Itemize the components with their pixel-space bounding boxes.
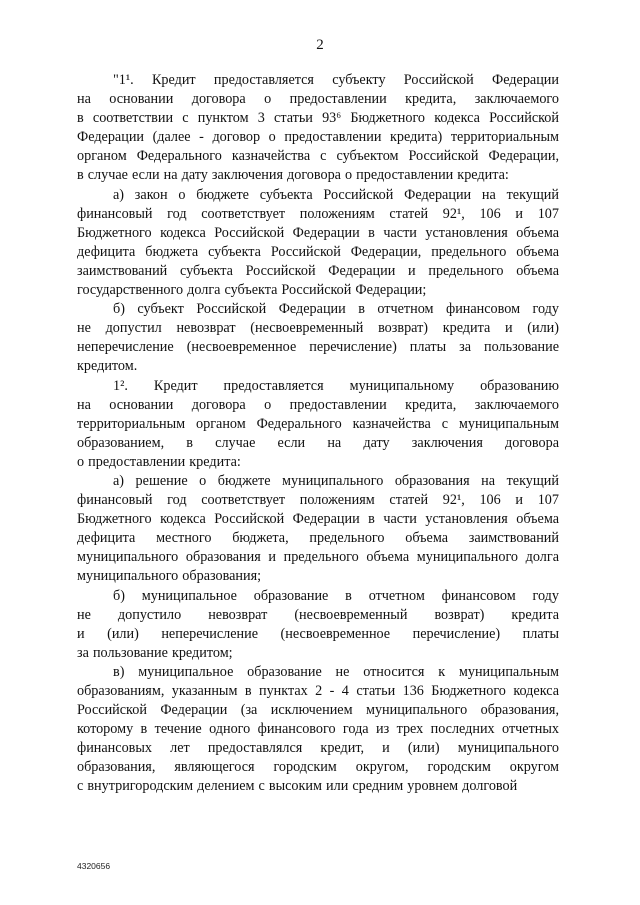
text-line: государственного долга субъекта Российской Федерации; xyxy=(77,282,427,299)
text-line: муниципального образования; xyxy=(77,568,262,585)
text-line: Бюджетного кодекса Российской Федерации в части установления объема xyxy=(77,511,559,528)
text-line: и (или) неперечисление (несвоевременное перечисление) платы xyxy=(77,625,559,642)
text-line: б) субъект Российской Федерации в отчетном финансовом году xyxy=(113,301,559,318)
paragraph-p4 xyxy=(77,377,559,472)
text-line: за пользование кредитом; xyxy=(77,644,233,661)
text-line: не допустило невозврат (несвоевременный возврат) кредита xyxy=(77,606,559,623)
text-line: которому в течение одного финансового года из трех последних отчетных xyxy=(77,721,559,738)
document-body xyxy=(77,71,559,797)
text-line: в соответствии с пунктом 3 статьи 93⁶ Бюджетного кодекса Российской xyxy=(77,110,559,127)
text-line: финансовый год соответствует положениям статей 92¹, 106 и 107 xyxy=(77,205,559,222)
text-line: заимствований субъекта Российской Федерации и предельного объема xyxy=(77,262,559,279)
text-line: о предоставлении кредита: xyxy=(77,453,241,470)
document-code: 4320656 xyxy=(77,861,111,871)
page-number: 2 xyxy=(316,37,324,53)
text-line: на основании договора о предоставлении кредита, заключаемого xyxy=(77,91,559,108)
paragraph-p2 xyxy=(77,186,559,301)
text-line: б) муниципальное образование в отчетном финансовом году xyxy=(113,587,559,604)
text-line: 1². Кредит предоставляется муниципальному образованию xyxy=(113,377,559,394)
text-line: а) закон о бюджете субъекта Российской Федерации на текущий xyxy=(113,186,559,203)
text-line: не допустил невозврат (несвоевременный возврат) кредита и (или) xyxy=(77,320,559,337)
text-line: в) муниципальное образование не относится к муниципальным xyxy=(113,663,559,680)
paragraph-p3 xyxy=(77,300,559,376)
text-line: в случае если на дату заключения договора о предоставлении кредита: xyxy=(77,167,509,184)
text-line: Федерации (далее - договор о предоставлении кредита) территориальным xyxy=(77,129,559,146)
text-line: финансовый год соответствует положениям статей 92¹, 106 и 107 xyxy=(77,492,559,509)
paragraph-p6 xyxy=(77,587,559,663)
text-line: муниципального образования и предельного объема муниципального долга xyxy=(77,549,559,566)
text-line: с внутригородским делением с высоким или средним уровнем долговой xyxy=(77,778,518,795)
text-line: территориальным органом Федерального казначейства с муниципальным xyxy=(77,415,559,432)
text-line: Российской Федерации (за исключением муниципального образования, xyxy=(77,702,559,719)
text-line: а) решение о бюджете муниципального образования на текущий xyxy=(113,472,559,489)
text-line: дефицита бюджета субъекта Российской Федерации, предельного объема xyxy=(77,243,559,260)
text-line: неперечисление (несвоевременное перечисление) платы за пользование xyxy=(77,339,559,356)
text-line: образованиям, указанным в пунктах 2 - 4 статьи 136 Бюджетного кодекса xyxy=(77,683,559,699)
paragraph-p1 xyxy=(77,71,559,186)
paragraph-p7 xyxy=(77,663,559,797)
text-line: органом Федерального казначейства с субъектом Российской Федерации, xyxy=(77,148,559,165)
text-line: Бюджетного кодекса Российской Федерации в части установления объема xyxy=(77,224,559,241)
text-line: дефицита местного бюджета, предельного объема заимствований xyxy=(77,530,559,547)
text-line: образования, являющегося городским округом, городским округом xyxy=(77,759,559,776)
text-line: образованием, в случае если на дату заключения договора xyxy=(77,434,559,451)
text-line: финансовых лет предоставлялся кредит, и (или) муниципального xyxy=(77,740,559,757)
paragraph-p5 xyxy=(77,472,559,587)
text-line: кредитом. xyxy=(77,358,138,375)
text-line: на основании договора о предоставлении кредита, заключаемого xyxy=(77,396,559,413)
text-line: "1¹. Кредит предоставляется субъекту Российской Федерации xyxy=(113,72,559,88)
